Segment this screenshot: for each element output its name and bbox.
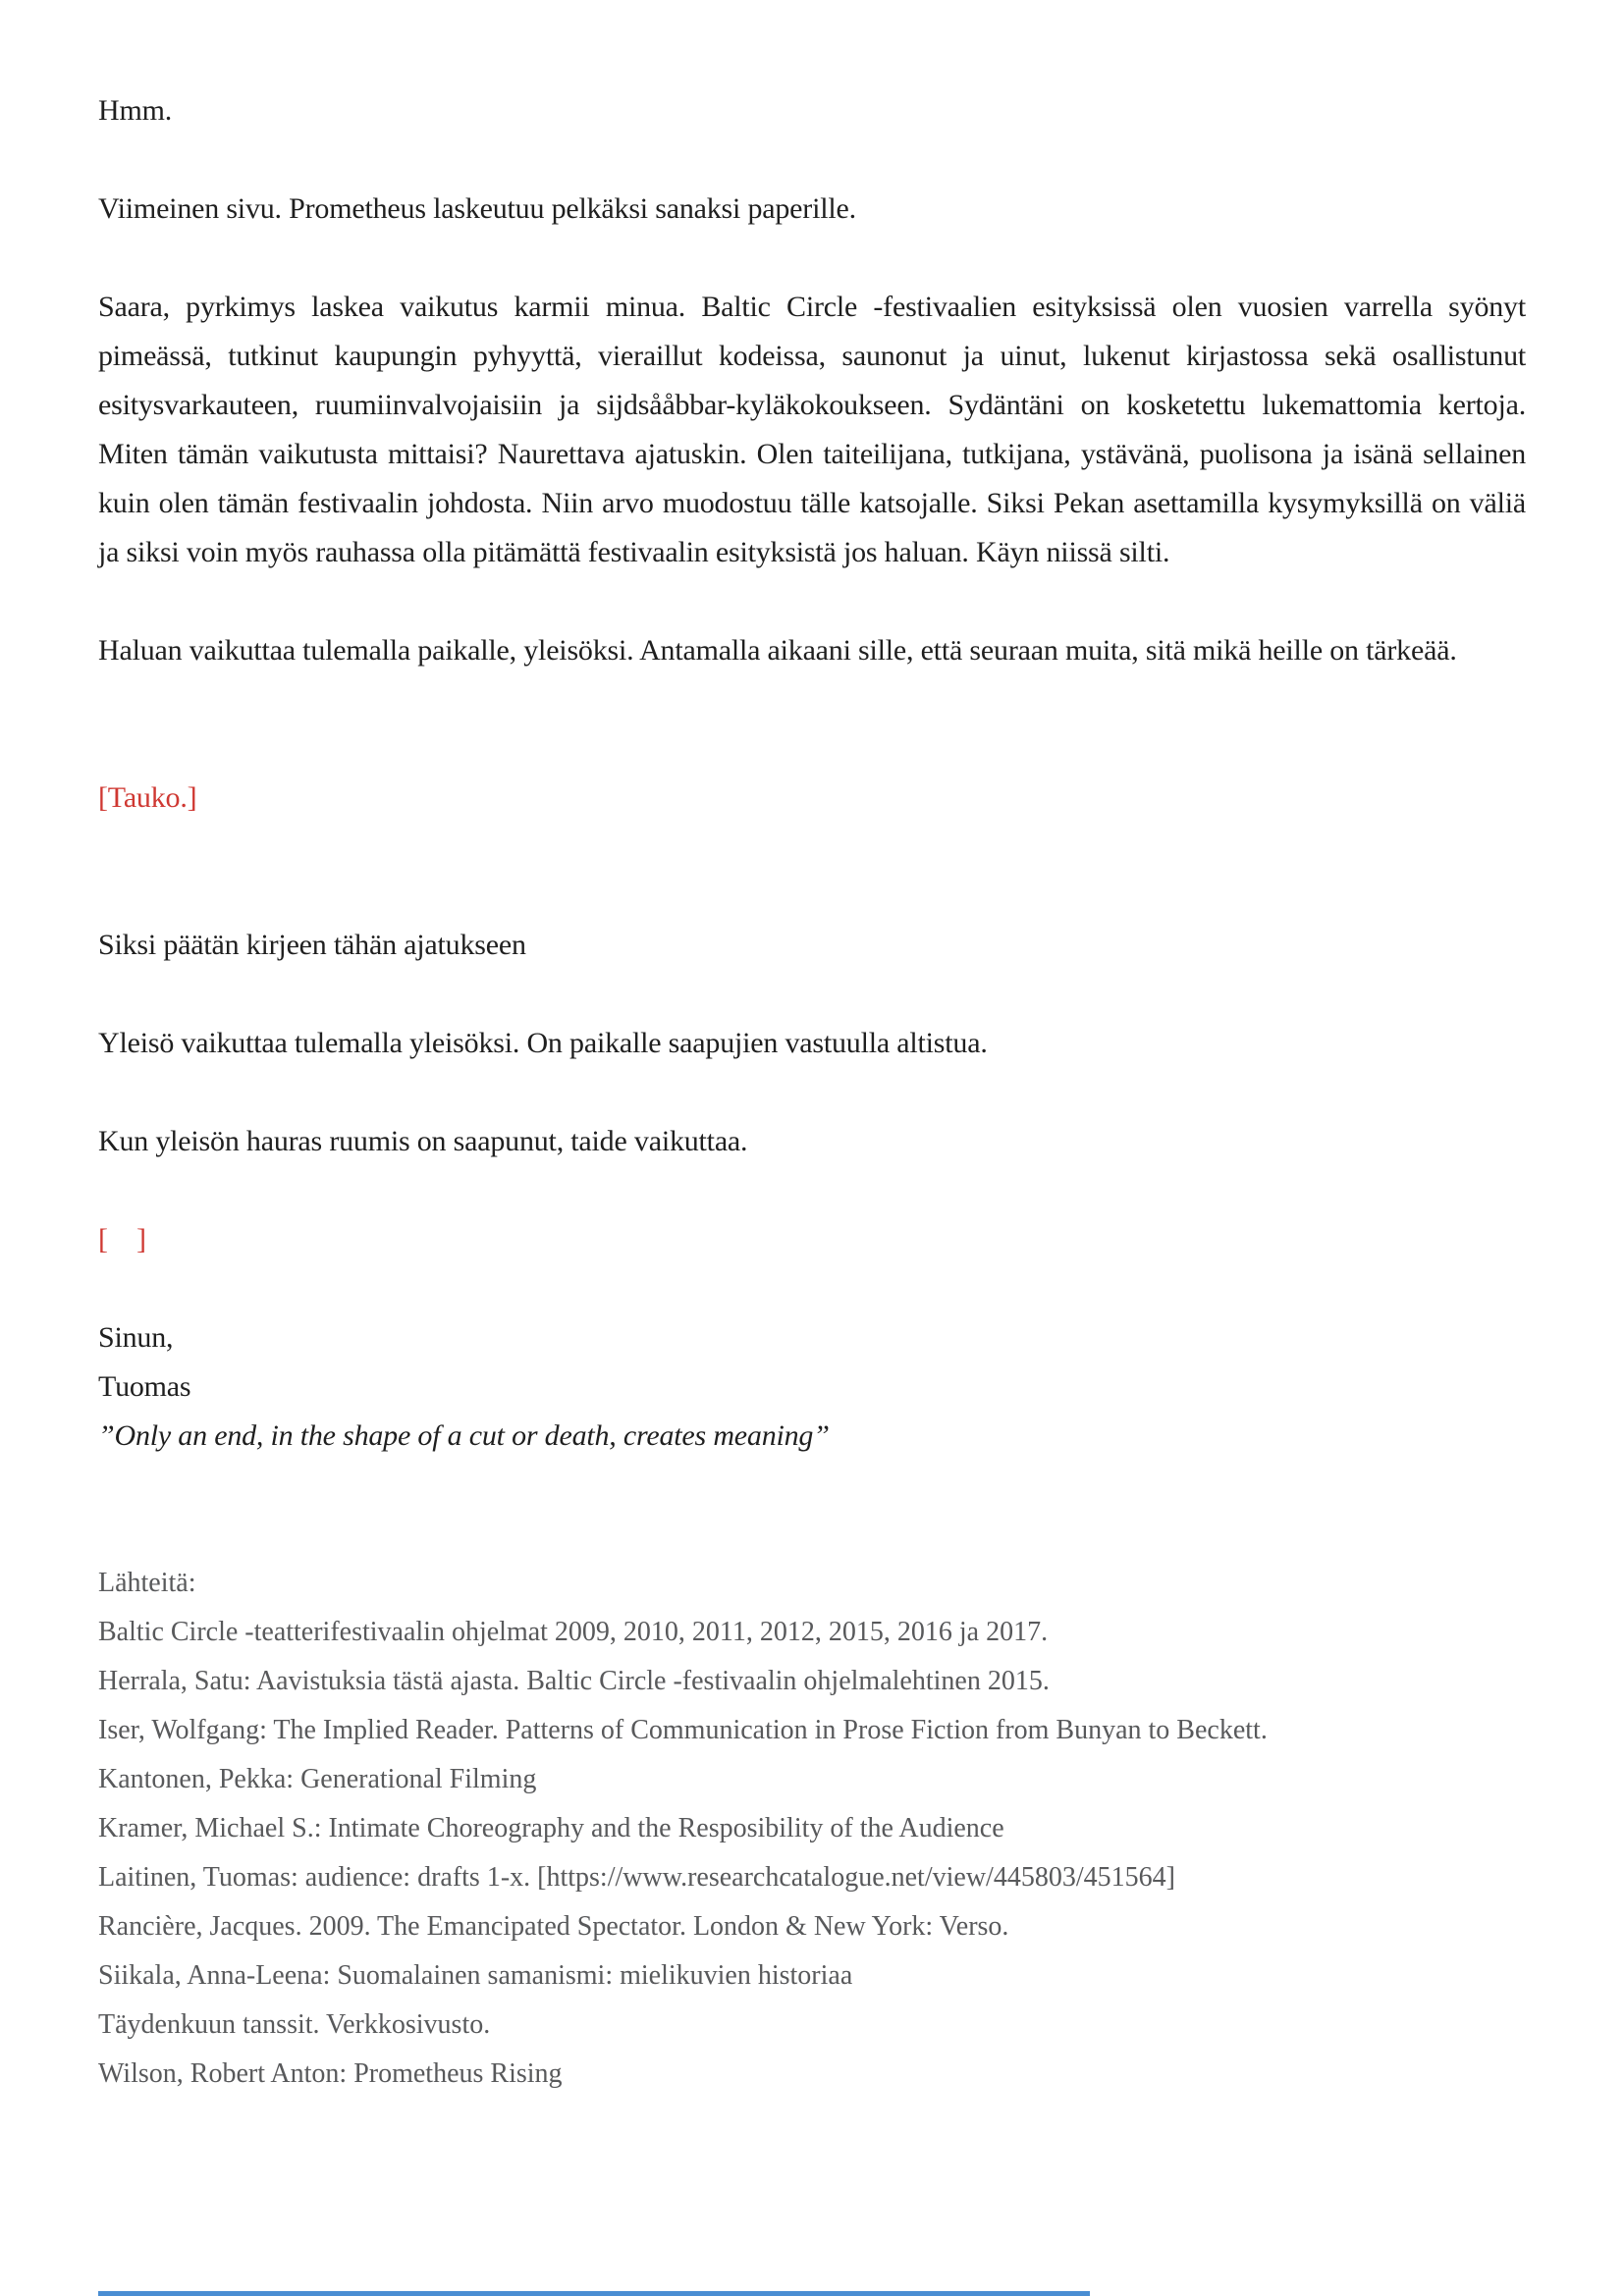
signature-block [98, 1313, 1526, 1461]
empty-brackets-marker: [ ] [98, 1223, 146, 1255]
source-item: Herrala, Satu: Aavistuksia tästä ajasta. Baltic Circle -festivaalin ohjelmalehtinen 2015. [98, 1666, 1050, 1696]
paragraph-last-page: Viimeinen sivu. Prometheus laskeutuu pelkäksi sanaksi paperille. [98, 192, 856, 225]
bottom-accent-bar [98, 2291, 1090, 2296]
signature-name: Tuomas [98, 1370, 191, 1403]
sources-list [98, 1559, 1526, 2099]
source-item: Siikala, Anna-Leena: Suomalainen samanismi: mielikuvien historiaa [98, 1960, 853, 1991]
pause-marker: [Tauko.] [98, 781, 197, 814]
sources-heading: Lähteitä: [98, 1568, 196, 1598]
source-item: Laitinen, Tuomas: audience: drafts 1-x. [https://www.researchcatalogue.net/view/445803/451564] [98, 1862, 1175, 1893]
paragraph-main: Saara, pyrkimys laskea vaikutus karmii minua. Baltic Circle -festivaalien esityksissä olen vuosien varrella syönyt pimeässä, tutkinut kaupungin pyhyyttä, vieraillut kodeissa, saunonut ja uinut, lukenut kirjastossa sekä osallistunut esitysvarkauteen, ruumiinvalvojaisiin ja sijdsååbbar-kyläkokoukseen. Sydäntäni on kosketettu lukemattomia kertoja. Miten tämän vaikutusta mittaisi? Naurettava ajatuskin. Olen taiteilijana, tutkijana, ystävänä, puolisona ja isänä sellainen kuin olen tämän festivaalin johdosta. Niin arvo muodostuu tälle katsojalle. Siksi Pekan asettamilla kysymyksillä on väliä ja siksi voin myös rauhassa olla pitämättä festivaalin esityksistä jos haluan. Käyn niissä silti. [98, 291, 1526, 568]
closing-quote: ”Only an end, in the shape of a cut or death, creates meaning” [98, 1419, 830, 1452]
line-yleiso: Yleisö vaikuttaa tulemalla yleisöksi. On paikalle saapujien vastuulla altistua. [98, 1027, 988, 1059]
source-item: Baltic Circle -teatterifestivaalin ohjelmat 2009, 2010, 2011, 2012, 2015, 2016 ja 2017. [98, 1617, 1049, 1647]
source-item: Iser, Wolfgang: The Implied Reader. Patterns of Communication in Prose Fiction from Bunyan to Beckett. [98, 1715, 1268, 1745]
signoff: Sinun, [98, 1321, 174, 1354]
line-kun: Kun yleisön hauras ruumis on saapunut, taide vaikuttaa. [98, 1125, 748, 1157]
source-item: Täydenkuun tanssit. Verkkosivusto. [98, 2009, 491, 2040]
source-item: Kantonen, Pekka: Generational Filming [98, 1764, 537, 1794]
paragraph-haluan: Haluan vaikuttaa tulemalla paikalle, yleisöksi. Antamalla aikaani sille, että seuraan muita, sitä mikä heille on tärkeää. [98, 634, 1457, 667]
source-item: Kramer, Michael S.: Intimate Choreography and the Resposibility of the Audience [98, 1813, 1004, 1843]
source-item: Rancière, Jacques. 2009. The Emancipated Spectator. London & New York: Verso. [98, 1911, 1009, 1942]
source-item: Wilson, Robert Anton: Prometheus Rising [98, 2058, 563, 2089]
line-siksi: Siksi päätän kirjeen tähän ajatukseen [98, 929, 526, 961]
letter-line-hmm: Hmm. [98, 94, 173, 127]
